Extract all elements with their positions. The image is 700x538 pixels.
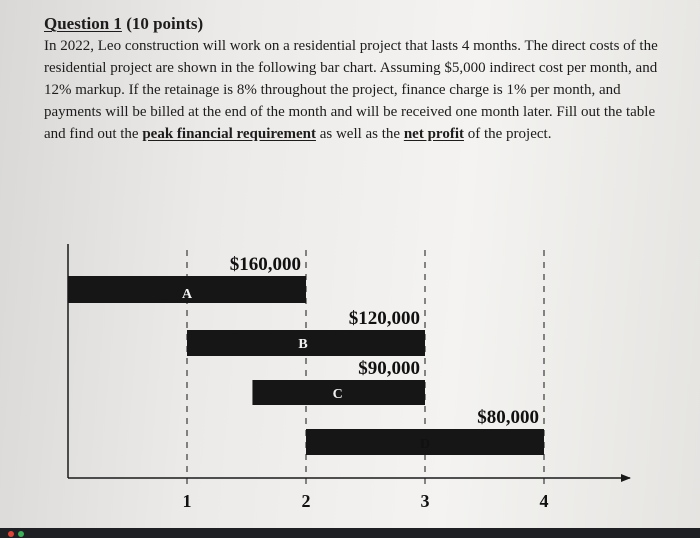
activity-cost-label-b: $120,000 xyxy=(348,308,420,329)
activity-letter-d: D xyxy=(419,437,431,452)
x-tick-label-2: 2 xyxy=(301,491,311,511)
screen-bottom-strip xyxy=(0,528,700,538)
question-points: (10 points) xyxy=(126,14,204,33)
question-text-part-3: of the project. xyxy=(467,126,552,142)
x-tick-label-3: 3 xyxy=(420,491,430,511)
question-number: Question 1 xyxy=(44,14,122,33)
activity-letter-a: A xyxy=(181,287,193,302)
activity-cost-label-c: $90,000 xyxy=(358,358,420,379)
activity-cost-label-d: $80,000 xyxy=(477,407,539,428)
activity-letter-c: C xyxy=(332,387,343,402)
activity-letter-b: B xyxy=(298,337,308,352)
question-text-part-1: In 2022, Leo construction will work on a residential project that lasts 4 months. The direct costs of the residential project are shown in the following bar chart. Assuming $5,000 indirect cost per month, and 12% markup. If the retainage is 8% throughout the project, finance charge is 1% per month, and payments will be billed at the end of the month and will be received one month later. Fill out the table and find out the xyxy=(44,38,658,142)
question-text-part-2: as well as the xyxy=(319,126,401,142)
peak-financial-requirement-emphasis: peak financial requirement xyxy=(142,126,316,142)
net-profit-emphasis: net profit xyxy=(403,126,464,142)
x-tick-label-4: 4 xyxy=(539,491,549,511)
dock-dot-red xyxy=(8,531,14,537)
dock-dot-green xyxy=(18,531,24,537)
activity-cost-label-a: $160,000 xyxy=(229,254,301,275)
x-tick-label-1: 1 xyxy=(182,491,192,511)
